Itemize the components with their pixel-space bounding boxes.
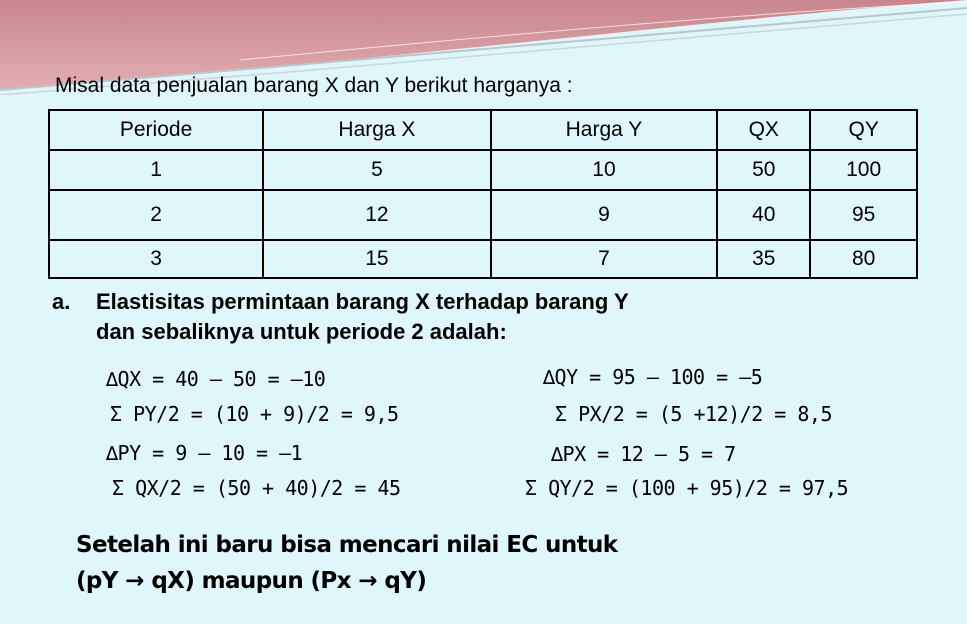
header-periode: Periode <box>49 110 263 150</box>
table-cell: 5 <box>263 150 491 190</box>
table-row <box>49 240 917 278</box>
table-cell: 1 <box>49 150 263 190</box>
question-marker: a. <box>52 289 71 314</box>
table-cell: 100 <box>810 150 917 190</box>
table-cell: 95 <box>810 190 917 240</box>
calc-sum-py: Σ PY/2 = (10 + 9)/2 = 9,5 <box>110 402 399 426</box>
calc-delta-qy: ∆QY = 95 – 100 = –5 <box>543 365 763 389</box>
table-row <box>49 150 917 190</box>
calc-delta-px: ∆PX = 12 – 5 = 7 <box>551 442 736 466</box>
header-harga-y: Harga Y <box>491 110 717 150</box>
calc-delta-py: ∆PY = 9 – 10 = –1 <box>106 441 303 465</box>
header-qx: QX <box>717 110 810 150</box>
calc-sum-px: Σ PX/2 = (5 +12)/2 = 8,5 <box>555 402 832 426</box>
table-cell: 35 <box>717 240 810 278</box>
question-line-1-text: Elastisitas permintaan barang X terhadap barang Y <box>96 289 629 314</box>
calc-sum-qx: Σ QX/2 = (50 + 40)/2 = 45 <box>112 476 401 500</box>
table-cell: 50 <box>717 150 810 190</box>
calc-delta-qx: ∆QX = 40 – 50 = –10 <box>106 367 326 391</box>
table-cell: 10 <box>491 150 717 190</box>
sales-data-table <box>48 109 918 279</box>
header-harga-x: Harga X <box>263 110 491 150</box>
table-header-row <box>49 110 917 150</box>
calc-sum-qy: Σ QY/2 = (100 + 95)/2 = 97,5 <box>525 476 849 500</box>
table-cell: 80 <box>810 240 917 278</box>
table-cell: 9 <box>491 190 717 240</box>
table-cell: 7 <box>491 240 717 278</box>
question-line-1 <box>52 287 629 317</box>
header-qy: QY <box>810 110 917 150</box>
note-line-1: Setelah ini baru bisa mencari nilai EC untuk <box>76 532 618 558</box>
table-cell: 40 <box>717 190 810 240</box>
table-cell: 2 <box>49 190 263 240</box>
table-cell: 3 <box>49 240 263 278</box>
table-cell: 12 <box>263 190 491 240</box>
table-cell: 15 <box>263 240 491 278</box>
conclusion-note <box>76 527 617 599</box>
note-line-2: (pY → qX) maupun (Px → qY) <box>76 568 427 594</box>
question-line-2: dan sebaliknya untuk periode 2 adalah: <box>96 319 507 344</box>
page-heading: Misal data penjualan barang X dan Y berikut harganya : <box>55 74 573 97</box>
question-text <box>52 287 629 347</box>
table-row <box>49 190 917 240</box>
